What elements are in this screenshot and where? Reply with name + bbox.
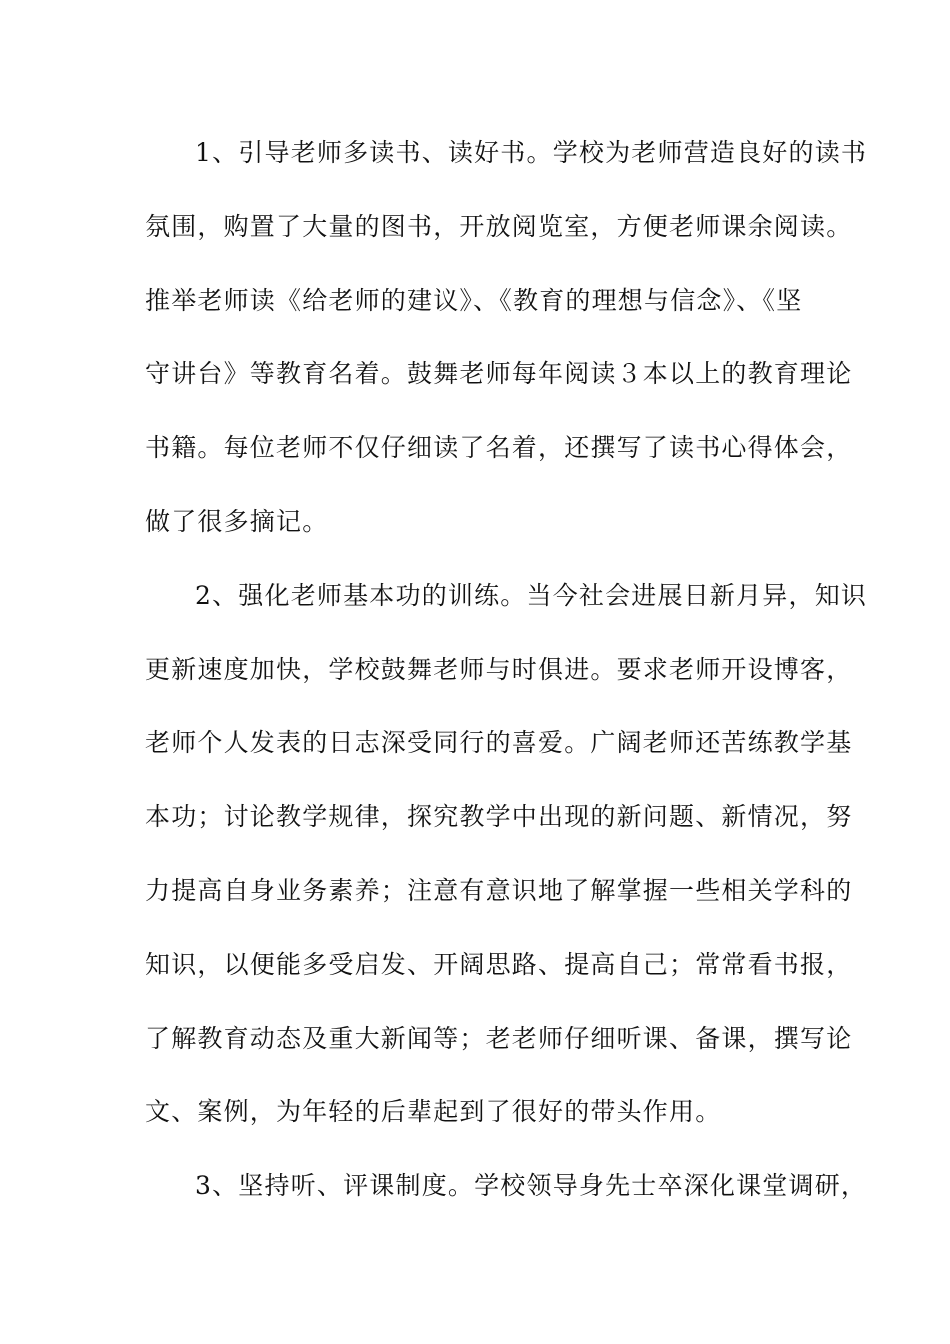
paragraph-1-line-6: 做了很多摘记。 [145, 506, 329, 536]
paragraph-2-line-3: 老师个人发表的日志深受同行的喜爱。广阔老师还苦练教学基 [145, 728, 853, 758]
paragraph-2-line-5: 力提高自身业务素养；注意有意识地了解掌握一些相关学科的 [145, 875, 853, 905]
paragraph-2-line-8: 文、案例，为年轻的后辈起到了很好的带头作用。 [145, 1097, 722, 1127]
paragraph-1-line-4: 守讲台》等教育名着。鼓舞老师每年阅读３本以上的教育理论 [145, 359, 853, 389]
paragraph-1-line-2: 氛围，购置了大量的图书，开放阅览室，方便老师课余阅读。 [145, 211, 853, 241]
paragraph-2-line-1: 2、强化老师基本功的训练。当今社会进展日新月异，知识 [195, 580, 868, 610]
paragraph-1-line-1: 1、引导老师多读书、读好书。学校为老师营造良好的读书 [195, 138, 868, 167]
paragraph-3-line-1: 3、坚持听、评课制度。学校领导身先士卒深化课堂调研， [195, 1171, 868, 1201]
paragraph-1-line-5: 书籍。每位老师不仅仔细读了名着，还撰写了读书心得体会， [145, 433, 853, 463]
paragraph-1-line-3: 推举老师读《给老师的建议》、《教育的理想与信念》、《坚 [145, 285, 803, 315]
paragraph-2-line-6: 知识，以便能多受启发、开阔思路、提高自己；常常看书报， [145, 949, 853, 979]
body-text [145, 128, 868, 1235]
paragraph-2-line-2: 更新速度加快，学校鼓舞老师与时俱进。要求老师开设博客， [145, 654, 853, 684]
paragraph-2-line-7: 了解教育动态及重大新闻等；老老师仔细听课、备课，撰写论 [145, 1023, 853, 1053]
paragraph-2-line-4: 本功；讨论教学规律，探究教学中出现的新问题、新情况，努 [145, 802, 853, 832]
